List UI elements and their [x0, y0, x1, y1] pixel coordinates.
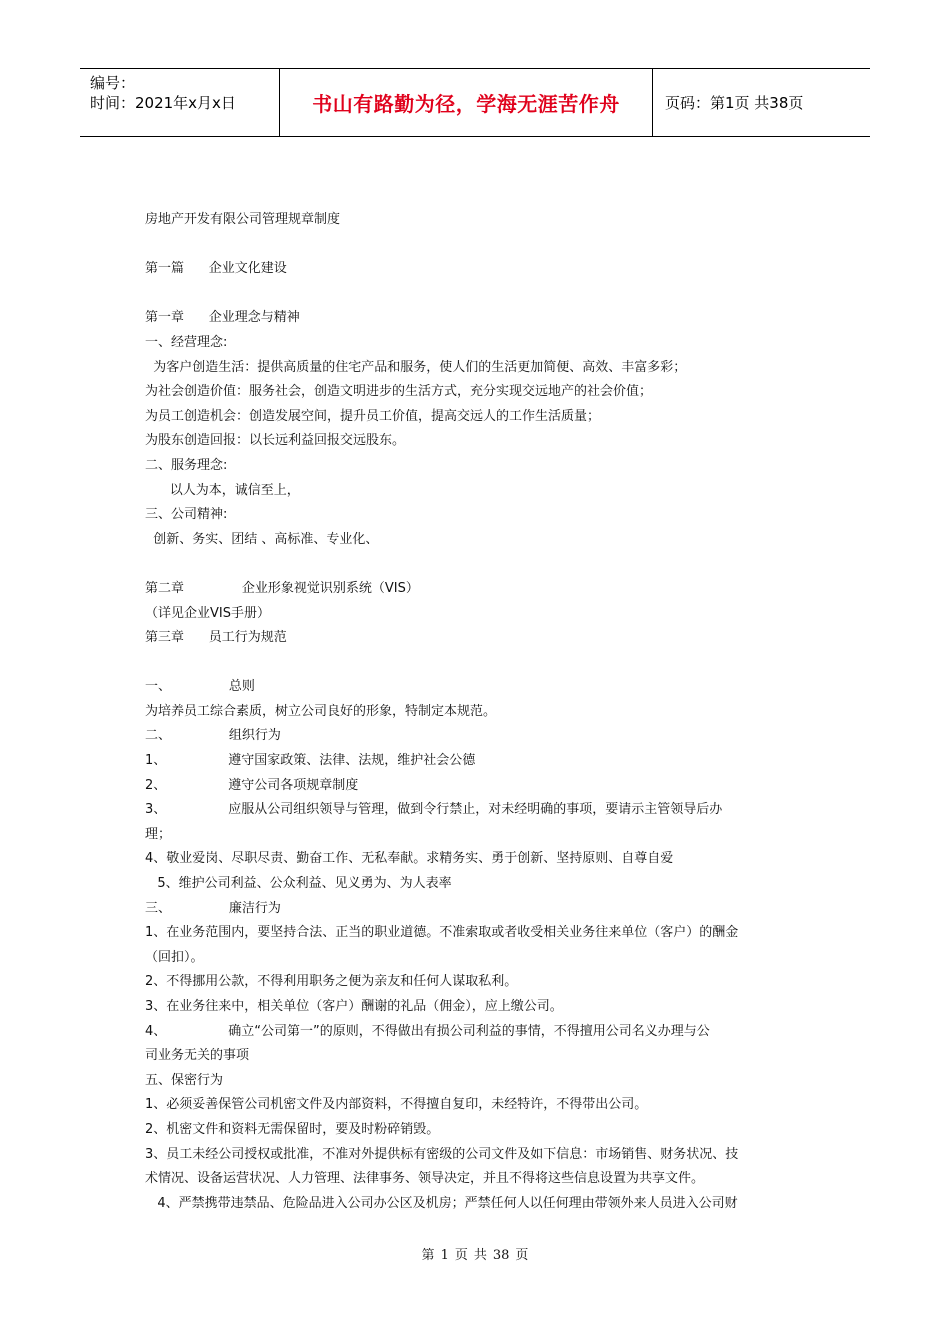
text-line: 2、 遵守公司各项规章制度 [145, 777, 359, 793]
part-heading: 第一篇 企业文化建设 [145, 261, 287, 277]
text-line: 为股东创造回报：以长远利益回报交远股东。 [145, 433, 406, 449]
text-line: 术情况、设备运营状况、人力管理、法律事务、领导决定，并且不得将这些信息设置为共享文件。 [145, 1171, 705, 1187]
section-heading: 五、保密行为 [145, 1072, 224, 1088]
text-line: 为客户创造生活：提供高质量的住宅产品和服务，使人们的生活更加简便、高效、丰富多彩； [145, 359, 687, 375]
text-line: （详见企业VIS手册） [145, 605, 270, 621]
section-heading: 二、 组织行为 [145, 728, 281, 744]
page-footer [0, 1244, 950, 1263]
section-heading: 三、 廉洁行为 [145, 900, 281, 916]
footer-word: 页 [515, 1248, 529, 1263]
footer-page-number: 1 [440, 1248, 449, 1263]
text-line: 为社会创造价值：服务社会，创造文明进步的生活方式，充分实现交远地产的社会价值； [145, 384, 653, 400]
text-line: 以人为本，诚信至上， [145, 482, 300, 498]
text-line: （回扣）。 [145, 949, 204, 965]
text-line: 4、 确立“公司第一”的原则，不得做出有损公司利益的事情，不得擅用公司名义办理与公 [145, 1023, 710, 1039]
doc-title: 房地产开发有限公司管理规章制度 [145, 212, 341, 227]
text-line: 创新、务实、团结 、高标准、专业化、 [145, 531, 379, 547]
text-line: 为培养员工综合素质，树立公司良好的形象，特制定本规范。 [145, 703, 497, 719]
number-label: 编号： [90, 74, 136, 92]
text-line: 为员工创造机会：创造发展空间，提升员工价值，提高交远人的工作生活质量； [145, 408, 601, 424]
footer-total-pages: 38 [492, 1248, 510, 1263]
footer-word: 页 [454, 1248, 468, 1263]
text-line: 1、 遵守国家政策、法律、法规，维护社会公德 [145, 753, 476, 769]
header-page-info: 页码：第1页 共38页 [665, 94, 804, 112]
chapter-heading: 第一章 企业理念与精神 [145, 310, 300, 326]
section-heading: 三、公司精神: [145, 507, 228, 523]
header-table [80, 68, 870, 137]
header-motto: 书山有路勤为径，学海无涯苦作舟 [280, 69, 653, 136]
text-line: 4、敬业爱岗、尽职尽责、勤奋工作、无私奉献。求精务实、勇于创新、坚持原则、自尊自爱 [145, 851, 674, 867]
text-line: 1、必须妥善保管公司机密文件及内部资料，不得擅自复印，未经特许，不得带出公司。 [145, 1097, 648, 1113]
text-line: 4、严禁携带违禁品、危险品进入公司办公区及机房；严禁任何人以任何理由带领外来人员进入公司财 [145, 1195, 738, 1211]
text-line: 3、员工未经公司授权或批准，不准对外提供标有密级的公司文件及如下信息：市场销售、财务状况、技 [145, 1146, 739, 1162]
date-label: 时间：2021年x月x日 [90, 94, 236, 112]
text-line: 3、在业务往来中，相关单位（客户）酬谢的礼品（佣金），应上缴公司。 [145, 999, 563, 1014]
text-line: 5、维护公司利益、公众利益、见义勇为、为人表率 [145, 876, 452, 892]
text-line: 理； [145, 826, 172, 842]
chapter-heading: 第三章 员工行为规范 [145, 630, 287, 646]
section-heading: 一、 总则 [145, 679, 255, 695]
text-line: 3、 应服从公司组织领导与管理，做到令行禁止，对未经明确的事项，要请示主管领导后办 [145, 802, 723, 818]
text-line: 2、机密文件和资料无需保留时，要及时粉碎销毁。 [145, 1121, 440, 1137]
document-body [145, 208, 817, 1216]
footer-word: 共 [473, 1248, 487, 1263]
footer-word: 第 [421, 1248, 435, 1263]
header-left-cell [80, 69, 280, 136]
section-heading: 一、经营理念: [145, 334, 228, 350]
text-line: 1、在业务范围内，要坚持合法、正当的职业道德。不准索取或者收受相关业务往来单位（客户）的酬金 [145, 925, 739, 941]
text-line: 司业务无关的事项 [145, 1048, 250, 1064]
text-line: 2、不得挪用公款，不得利用职务之便为亲友和任何人谋取私利。 [145, 974, 518, 990]
section-heading: 二、服务理念: [145, 457, 228, 473]
chapter-heading: 第二章 企业形象视觉识别系统（VIS） [145, 580, 419, 596]
